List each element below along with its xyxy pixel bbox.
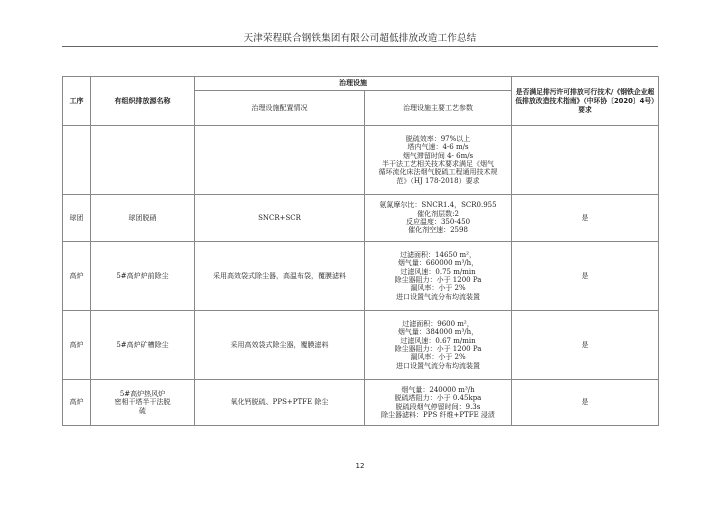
compliance-cell: 是: [512, 380, 659, 426]
header-facility: 治理设施: [195, 77, 512, 91]
header-source: 有组织排放源名称: [91, 77, 195, 126]
params-line: 脱硫效率：97%以上: [405, 134, 471, 143]
params-line: 催化剂层数:2: [417, 209, 459, 218]
process-cell: 高炉: [63, 311, 91, 380]
process-cell: [63, 126, 91, 195]
params-line: 脱硫段烟气停留时间：9.3s: [395, 402, 481, 411]
header-config: 治理设施配置情况: [195, 91, 365, 126]
table-row: [63, 311, 659, 380]
source-cell: 5#高炉矿槽除尘: [91, 311, 195, 380]
source-line: 密相干塔半干法脱: [114, 398, 171, 407]
config-cell: 采用高效袋式除尘器，高温布袋，覆膜滤料: [195, 242, 365, 311]
params-line: 塔内气速：4-6 m/s: [407, 143, 469, 152]
params-line: 过滤面积：14650 m²，: [400, 250, 476, 259]
source-cell: 球团脱硝: [91, 195, 195, 242]
process-cell: 高炉: [63, 242, 91, 311]
emission-control-table: [62, 76, 659, 426]
params-line: 漏风率：小于 2%: [410, 284, 466, 293]
page-number: 12: [355, 462, 365, 470]
compliance-cell: 是: [512, 195, 659, 242]
page-header-title: 天津荣程联合钢铁集团有限公司超低排放改造工作总结: [243, 33, 477, 44]
params-line: 进口设置气流分布均流装置: [396, 292, 480, 301]
params-line: 除尘器滤料：PPS 纤维+PTFE 浸渍: [381, 410, 495, 419]
compliance-cell: [512, 126, 659, 195]
params-line: 烟气量：240000 m³/h: [401, 385, 475, 394]
params-line: 催化剂空速：2598: [408, 226, 468, 235]
params-line: 烟气量：660000 m³/h，: [397, 259, 479, 268]
table-row: [63, 242, 659, 311]
params-cell: [365, 380, 512, 426]
header-process: 工序: [63, 77, 91, 126]
compliance-cell: 是: [512, 242, 659, 311]
params-line: 过滤面积：9600 m²，: [402, 319, 474, 328]
params-cell: [365, 242, 512, 311]
table-row: [63, 380, 659, 426]
params-line: 循环流化床法烟气脱硫工程通用技术规: [378, 168, 498, 177]
params-line: 漏风率：小于 2%: [410, 353, 466, 362]
process-cell: 高炉: [63, 380, 91, 426]
table-body: [63, 126, 659, 426]
process-cell: 球团: [63, 195, 91, 242]
params-cell: [365, 311, 512, 380]
source-line: 5#高炉热风炉: [119, 389, 166, 398]
config-cell: SNCR+SCR: [195, 195, 365, 242]
source-cell: [91, 126, 195, 195]
header-compliance: 是否满足排污许可排放可行技术/《钢铁企业超低排放改造技术指南》（中环协〔2020〕4号）要求: [512, 77, 659, 126]
params-line: 过滤风速：0.75 m/min: [400, 267, 476, 276]
params-line: 反应温度：350-450: [405, 218, 471, 226]
params-line: 脱硫塔阻力：小于 0.45kpa: [394, 394, 482, 403]
params-line: 进口设置气流分布均流装置: [396, 361, 480, 370]
params-line: 氨氮摩尔比：SNCR1.4，SCR0.955: [379, 201, 497, 210]
params-cell: [365, 195, 512, 242]
table-row: [63, 126, 659, 195]
compliance-cell: 是: [512, 311, 659, 380]
params-line: 过滤风速：0.67 m/min: [400, 336, 476, 345]
header-params: 治理设施主要工艺参数: [365, 91, 512, 126]
params-cell: [365, 126, 512, 195]
table-row: [63, 195, 659, 242]
header-divider: [62, 46, 658, 47]
table-header-row: [63, 77, 659, 91]
params-line: 烟气量：384000 m³/h，: [397, 328, 479, 337]
params-line: 烟气滞留时间 4- 6m/s: [402, 151, 474, 160]
config-cell: 采用高效袋式除尘器，覆膜滤料: [195, 311, 365, 380]
config-cell: [195, 126, 365, 195]
source-cell: [91, 380, 195, 426]
params-line: 除尘器阻力：小于 1200 Pa: [394, 345, 482, 353]
source-cell: 5#高炉炉前除尘: [91, 242, 195, 311]
source-line: 硫: [139, 406, 146, 415]
params-line: 半干法工艺相关技术要求满足《烟气: [382, 160, 494, 168]
params-line: 除尘器阻力：小于 1200 Pa: [394, 276, 482, 284]
config-cell: 氧化钙脱硫、PPS+PTFE 除尘: [195, 380, 365, 426]
params-line: 范》（HJ 178-2018）要求: [396, 176, 480, 185]
